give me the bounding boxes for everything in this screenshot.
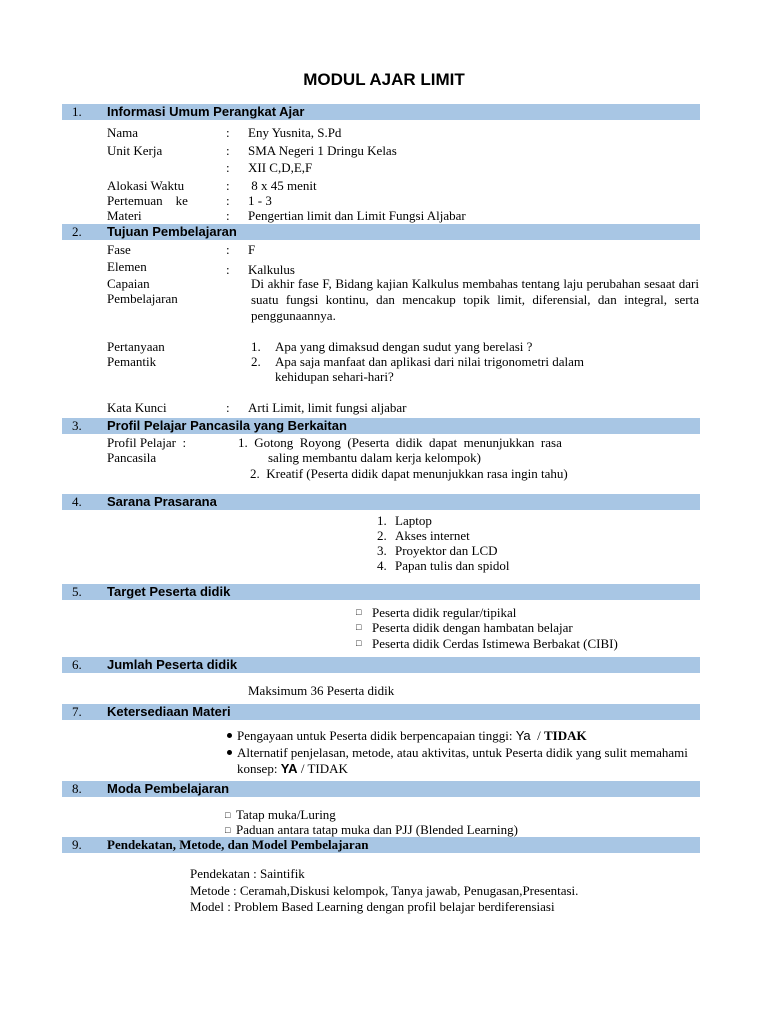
target-item-2-checkbox-icon: □ <box>356 622 362 632</box>
alternatif-tidak: / TIDAK <box>297 761 348 776</box>
moda-item-1: Tatap muka/Luring <box>236 807 336 822</box>
section-5-number: 5. <box>72 584 82 599</box>
section-9-number: 9. <box>72 837 82 852</box>
section-9-title: Pendekatan, Metode, dan Model Pembelajaran <box>107 837 369 852</box>
alternatif-line-2 <box>237 761 348 776</box>
section-2-title: Tujuan Pembelajaran <box>107 224 237 239</box>
jumlah-peserta-text: Maksimum 36 Peserta didik <box>248 683 395 698</box>
materi-value: Pengertian limit dan Limit Fungsi Aljabar <box>248 208 466 223</box>
fase-label: Fase <box>107 242 131 257</box>
section-3-title: Profil Pelajar Pancasila yang Berkaitan <box>107 418 347 433</box>
alternatif-ya: YA <box>280 761 298 776</box>
question-2-line-2: kehidupan sehari-hari? <box>275 369 394 384</box>
fase-value: F <box>248 242 256 257</box>
kata-kunci-value: Arti Limit, limit fungsi aljabar <box>248 400 407 415</box>
unit-kerja-colon: : <box>226 143 230 158</box>
pertemuan-label: Pertemuan ke <box>107 193 188 208</box>
capaian-label-line-2: Pembelajaran <box>107 291 178 306</box>
question-2-line-1: Apa saja manfaat dan aplikasi dari nilai trigonometri dalam <box>275 354 585 369</box>
pertemuan-value: 1 - 3 <box>248 193 272 208</box>
sarana-item-4-number: 4. <box>377 558 387 573</box>
model-line: Model : Problem Based Learning dengan profil belajar berdiferensiasi <box>190 899 555 914</box>
unit-kerja-value: SMA Negeri 1 Dringu Kelas <box>248 143 397 158</box>
section-7-title: Ketersediaan Materi <box>107 704 231 719</box>
section-8-number: 8. <box>72 781 82 796</box>
section-6-title: Jumlah Peserta didik <box>107 657 238 672</box>
elemen-label: Elemen <box>107 259 147 274</box>
section-8-title: Moda Pembelajaran <box>107 781 230 796</box>
document-title: MODUL AJAR LIMIT <box>303 70 465 89</box>
section-5-title: Target Peserta didik <box>107 584 231 599</box>
section-4-title: Sarana Prasarana <box>107 494 217 509</box>
target-item-3: Peserta didik Cerdas Istimewa Berbakat (CIBI) <box>372 636 618 651</box>
question-1-number: 1. <box>251 339 261 354</box>
bullet-dot-icon <box>227 750 232 755</box>
sarana-item-1-number: 1. <box>377 513 387 528</box>
kelas-value: XII C,D,E,F <box>248 160 313 175</box>
alokasi-waktu-value: 8 x 45 menit <box>248 178 317 193</box>
moda-item-1-checkbox-icon: □ <box>225 810 231 820</box>
moda-item-2-checkbox-icon: □ <box>225 825 231 835</box>
pertanyaan-label-line-2: Pemantik <box>107 354 157 369</box>
profil-item-2: 2. Kreatif (Peserta didik dapat menunjukkan rasa ingin tahu) <box>250 466 568 481</box>
pertemuan-colon: : <box>226 193 230 208</box>
sarana-item-3-number: 3. <box>377 543 387 558</box>
question-1-text: Apa yang dimaksud dengan sudut yang berelasi ? <box>275 339 533 354</box>
kata-kunci-colon: : <box>226 400 230 415</box>
sarana-item-4: Papan tulis dan spidol <box>395 558 510 573</box>
kata-kunci-label: Kata Kunci <box>107 400 167 415</box>
nama-value: Eny Yusnita, S.Pd <box>248 125 342 140</box>
nama-colon: : <box>226 125 230 140</box>
pengayaan-ya: Ya <box>515 728 531 743</box>
profil-item-1-line-1: 1. Gotong Royong (Peserta didik dapat menunjukkan rasa <box>238 435 562 450</box>
capaian-label-line-1: Capaian <box>107 276 150 291</box>
section-6-number: 6. <box>72 657 82 672</box>
kelas-colon: : <box>226 160 230 175</box>
profil-label-line-2: Pancasila <box>107 450 157 465</box>
materi-colon: : <box>226 208 230 223</box>
nama-label: Nama <box>107 125 139 140</box>
sarana-item-1: Laptop <box>395 513 432 528</box>
sarana-item-3: Proyektor dan LCD <box>395 543 498 558</box>
bullet-dot-icon <box>227 733 232 738</box>
elemen-colon: : <box>226 262 230 277</box>
target-item-3-checkbox-icon: □ <box>356 638 362 648</box>
section-1-number: 1. <box>72 104 82 119</box>
section-1-title: Informasi Umum Perangkat Ajar <box>107 104 305 119</box>
moda-item-2: Paduan antara tatap muka dan PJJ (Blended Learning) <box>236 822 518 837</box>
alokasi-waktu-label: Alokasi Waktu <box>107 178 185 193</box>
profil-item-1-line-2: saling membantu dalam kerja kelompok) <box>268 450 481 465</box>
profil-label-line-1: Profil Pelajar : <box>107 435 187 450</box>
target-item-2: Peserta didik dengan hambatan belajar <box>372 620 573 635</box>
section-4-number: 4. <box>72 494 82 509</box>
pengayaan-tidak: TIDAK <box>544 728 587 743</box>
sarana-item-2: Akses internet <box>395 528 470 543</box>
materi-label: Materi <box>107 208 142 223</box>
target-item-1-checkbox-icon: □ <box>356 607 362 617</box>
capaian-text: Di akhir fase F, Bidang kajian Kalkulus membahas tentang laju perubahan sesaat dari suatu fungsi kontinu, dan mencakup topik limit, diferensial, dan integral, serta penggunaannya. <box>251 276 699 323</box>
pengayaan-separator: / <box>530 728 545 743</box>
sarana-item-2-number: 2. <box>377 528 387 543</box>
target-item-1: Peserta didik regular/tipikal <box>372 605 517 620</box>
alternatif-konsep: konsep: <box>237 761 281 776</box>
pendekatan-line: Pendekatan : Saintifik <box>190 866 305 881</box>
section-7-number: 7. <box>72 704 82 719</box>
metode-line: Metode : Ceramah,Diskusi kelompok, Tanya jawab, Penugasan,Presentasi. <box>190 883 579 898</box>
section-3-number: 3. <box>72 418 82 433</box>
fase-colon: : <box>226 242 230 257</box>
pengayaan-line <box>237 728 587 743</box>
pengayaan-text: Pengayaan untuk Peserta didik berpencapaian tinggi: <box>237 728 516 743</box>
alokasi-waktu-colon: : <box>226 178 230 193</box>
pertanyaan-label-line-1: Pertanyaan <box>107 339 165 354</box>
unit-kerja-label: Unit Kerja <box>107 143 163 158</box>
alternatif-line-1: Alternatif penjelasan, metode, atau aktivitas, untuk Peserta didik yang sulit memahami <box>237 745 688 760</box>
elemen-value: Kalkulus <box>248 262 295 277</box>
section-2-number: 2. <box>72 224 82 239</box>
question-2-number: 2. <box>251 354 261 369</box>
